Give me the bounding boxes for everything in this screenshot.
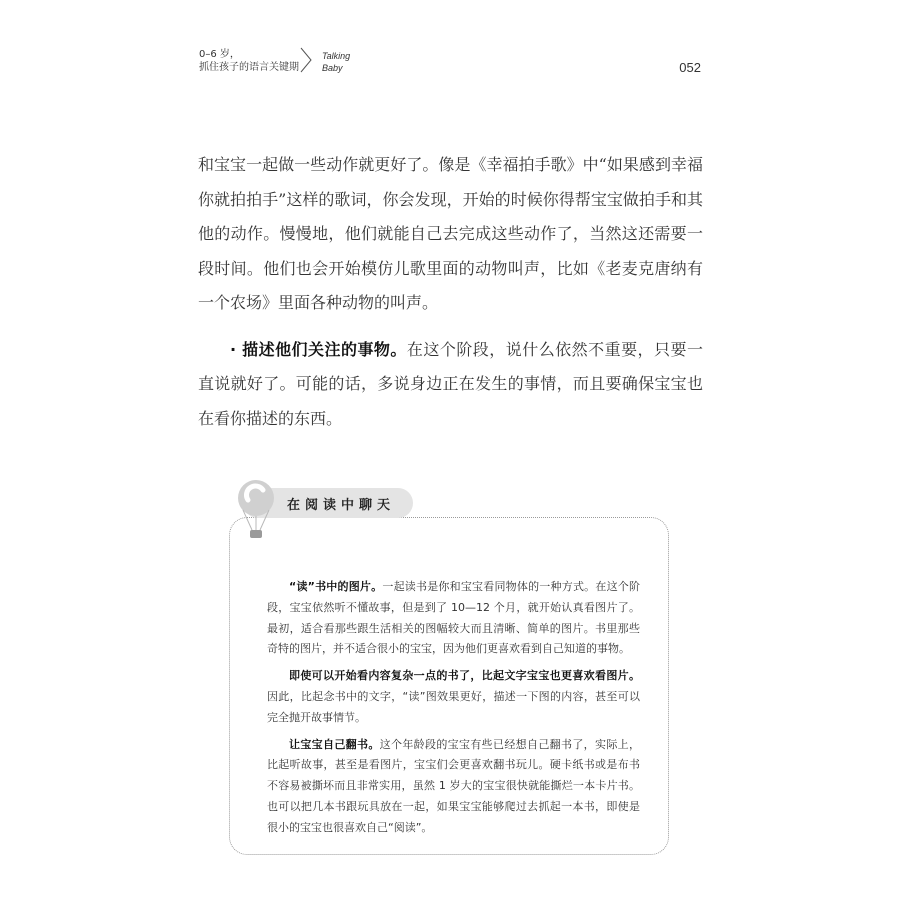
sidebar-paragraph [267, 577, 640, 660]
sidebar-paragraph [267, 666, 640, 728]
book-title-line2: 抓住孩子的语言关键期 [199, 62, 299, 73]
book-title-english [322, 50, 350, 74]
main-text [198, 148, 703, 436]
paragraph-lead: · 描述他们关注的事物。 [230, 339, 407, 359]
running-header [199, 48, 709, 84]
book-title-english-line1: Talking [322, 51, 351, 61]
paragraph-text: 在这个阶段，说什么依然不重要，只要一直说就好了。可能的话，多说身边正在发生的事情，而且要确保宝宝也在看你描述的东西。 [198, 339, 703, 428]
sidebar-paragraph-text: 这个年龄段的宝宝有些已经想自己翻书了，实际上，比起听故事，甚至是看图片，宝宝们会更喜欢翻书玩儿。硬卡纸书或是布书不容易被撕坏而且非常实用，虽然 1 岁大的宝宝很快就能撕烂一本卡片书。也可以把几本书跟玩具放在一起，如果宝宝能够爬过去抓起一本书，即使是很小的宝宝也很喜欢自己“阅读”。 [267, 737, 641, 834]
book-title-english-line2: Baby [322, 63, 343, 73]
sidebar-paragraph-lead: “读”书中的图片。 [289, 580, 383, 593]
sidebar-text [267, 577, 640, 845]
book-title [199, 48, 299, 74]
paragraph: 和宝宝一起做一些动作就更好了。像是《幸福拍手歌》中“如果感到幸福你就拍拍手”这样的歌词，你会发现，开始的时候你得帮宝宝做拍手和其他的动作。慢慢地，他们就能自己去完成这些动作了，当然这还需要一段时间。他们也会开始模仿儿歌里面的动物叫声，比如《老麦克唐纳有一个农场》里面各种动物的叫声。 [198, 155, 703, 312]
sidebar-paragraph-lead: 即使可以开始看内容复杂一点的书了，比起文字宝宝也更喜欢看图片。 [289, 669, 640, 683]
page-number: 052 [679, 60, 701, 75]
sidebar-paragraph [267, 735, 640, 839]
hot-air-balloon-icon [236, 478, 276, 544]
sidebar-paragraph-text: 因此，比起念书中的文字，“读”图效果更好，描述一下图的内容，甚至可以完全抛开故事情节。 [267, 689, 640, 724]
sidebar-paragraph-lead: 让宝宝自己翻书。 [289, 737, 380, 751]
chevron-right-icon [299, 46, 313, 74]
paragraph [198, 333, 703, 437]
sidebar-paragraph-text: 一起读书是你和宝宝看同物体的一种方式。在这个阶段，宝宝依然听不懂故事，但是到了 10—12 个月，就开始认真看图片了。最初，适合看那些跟生活相关的图幅较大而且清晰、简单的图片。书里那些奇特的图片，并不适合很小的宝宝，因为他们更喜欢看到自己知道的事物。 [267, 580, 640, 656]
book-title-line1: 0–6 岁， [199, 49, 240, 60]
sidebar-title: 在阅读中聊天 [287, 498, 396, 513]
